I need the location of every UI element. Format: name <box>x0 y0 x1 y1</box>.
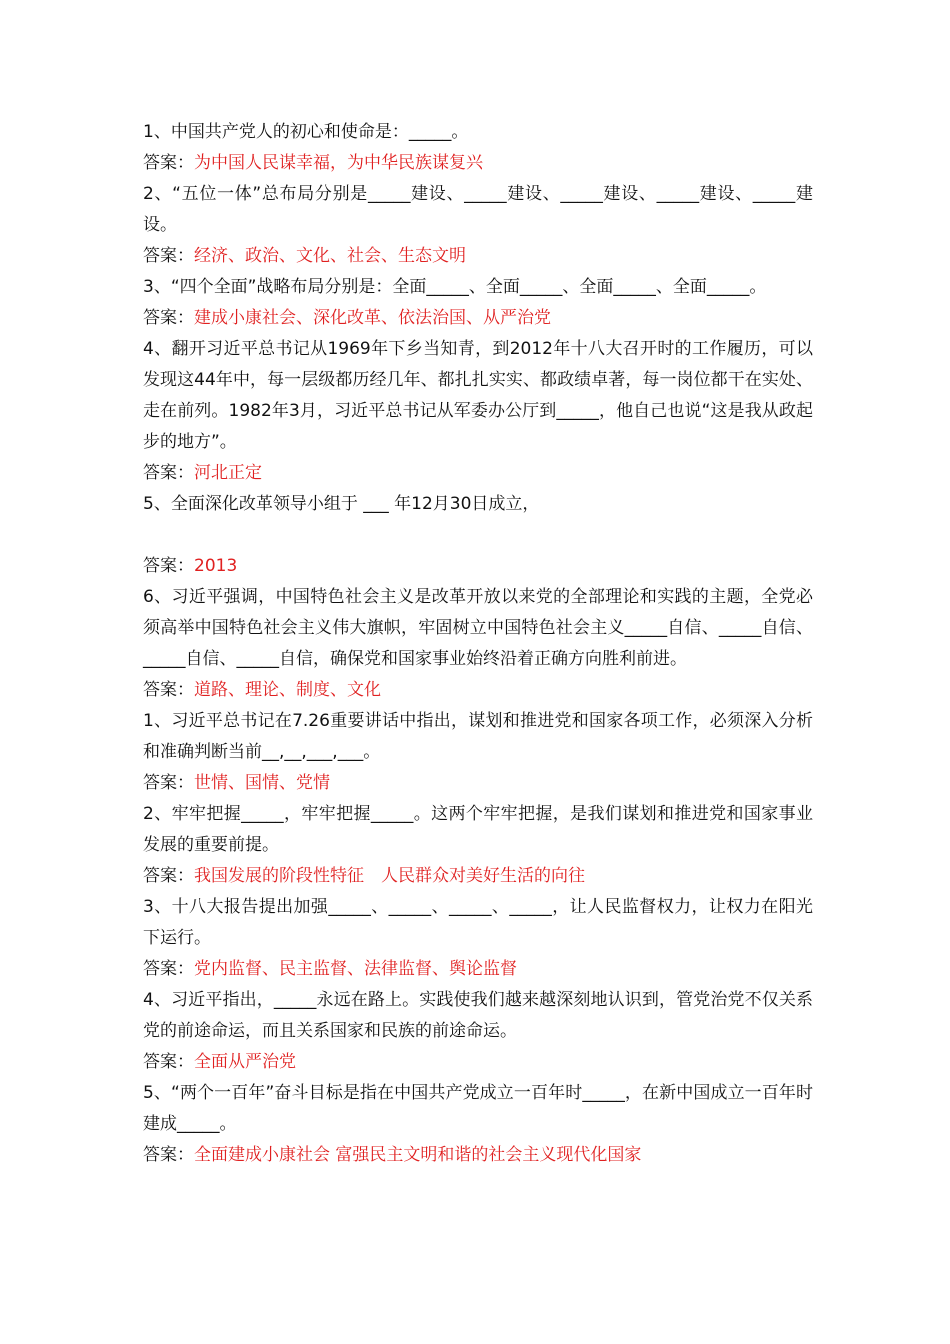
answer-label: 答案： <box>143 959 194 979</box>
answer-value: 全面从严治党 <box>194 1052 296 1072</box>
blank-line <box>143 520 813 551</box>
answer-value: 全面建成小康社会 富强民主文明和谐的社会主义现代化国家 <box>194 1145 642 1165</box>
question-text: 3、十八大报告提出加强_____、_____、_____、_____，让人民监督权力，让权力在阳光下运行。 <box>143 897 813 948</box>
answer-value: 经济、政治、文化、社会、生态文明 <box>194 246 466 266</box>
answer-label: 答案： <box>143 153 194 173</box>
question-text: 3、“四个全面”战略布局分别是：全面_____、全面_____、全面_____、全面_____。 <box>143 277 767 297</box>
question-text: 1、中国共产党人的初心和使命是：_____。 <box>143 122 469 142</box>
question-text: 5、全面深化改革领导小组于 ___ 年12月30日成立， <box>143 494 540 514</box>
question-text: 4、习近平指出，_____永远在路上。实践使我们越来越深刻地认识到，管党治党不仅关系党的前途命运，而且关系国家和民族的前途命运。 <box>143 990 813 1041</box>
question-text: 2、牢牢把握_____，牢牢把握_____。这两个牢牢把握，是我们谋划和推进党和国家事业发展的重要前提。 <box>143 804 813 855</box>
answer-label: 答案： <box>143 556 194 576</box>
answer-value: 2013 <box>194 556 238 576</box>
answer-line <box>143 1140 813 1171</box>
answer-label: 答案： <box>143 680 194 700</box>
answer-value: 河北正定 <box>194 463 262 483</box>
answer-label: 答案： <box>143 866 194 886</box>
answer-value: 我国发展的阶段性特征 人民群众对美好生活的向往 <box>194 866 585 886</box>
answer-line <box>143 768 813 799</box>
answer-label: 答案： <box>143 463 194 483</box>
answer-value: 建成小康社会、深化改革、依法治国、从严治党 <box>194 308 551 328</box>
answer-label: 答案： <box>143 1145 194 1165</box>
question-text: 1、习近平总书记在7.26重要讲话中指出，谋划和推进党和国家各项工作，必须深入分析和准确判断当前__,__,___,___。 <box>143 711 813 762</box>
question-text: 6、习近平强调，中国特色社会主义是改革开放以来党的全部理论和实践的主题，全党必须高举中国特色社会主义伟大旗帜，牢固树立中国特色社会主义_____自信、_____自信、_____自信、_____自信，确保党和国家事业始终沿着正确方向胜利前进。 <box>143 587 813 669</box>
answer-label: 答案： <box>143 308 194 328</box>
answer-label: 答案： <box>143 1052 194 1072</box>
answer-line <box>143 241 813 272</box>
answer-line <box>143 675 813 706</box>
qa-list <box>143 117 813 1171</box>
answer-line <box>143 1047 813 1078</box>
answer-value: 为中国人民谋幸福，为中华民族谋复兴 <box>194 153 483 173</box>
question-text: 2、“五位一体”总布局分别是_____建设、_____建设、_____建设、_____建设、_____建设。 <box>143 184 813 235</box>
answer-value: 道路、理论、制度、文化 <box>194 680 381 700</box>
answer-line <box>143 551 813 582</box>
answer-value: 世情、国情、党情 <box>194 773 330 793</box>
answer-label: 答案： <box>143 246 194 266</box>
answer-line <box>143 148 813 179</box>
answer-value: 党内监督、民主监督、法律监督、舆论监督 <box>194 959 517 979</box>
question-text: 4、翻开习近平总书记从1969年下乡当知青，到2012年十八大召开时的工作履历，可以发现这44年中，每一层级都历经几年、都扎扎实实、都政绩卓著，每一岗位都干在实处、走在前列。1982年3月，习近平总书记从军委办公厅到_____，他自己也说“这是我从政起步的地方”。 <box>143 339 813 452</box>
answer-line <box>143 458 813 489</box>
question-text: 5、“两个一百年”奋斗目标是指在中国共产党成立一百年时_____，在新中国成立一百年时建成_____。 <box>143 1083 813 1134</box>
answer-line <box>143 303 813 334</box>
answer-line <box>143 954 813 985</box>
answer-label: 答案： <box>143 773 194 793</box>
answer-line <box>143 861 813 892</box>
